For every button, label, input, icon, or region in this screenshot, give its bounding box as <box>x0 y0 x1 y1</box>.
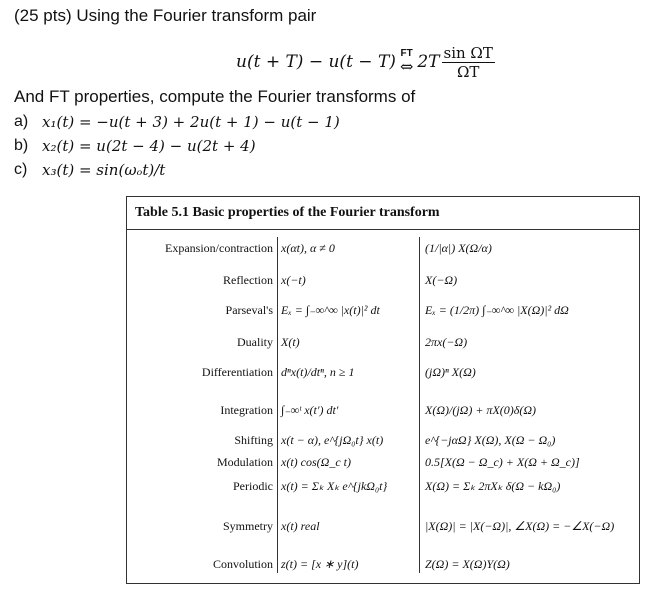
pair-numerator: sin ΩT <box>443 43 493 62</box>
frequency-domain: (1/|α|) X(Ω/α) <box>425 241 492 255</box>
time-domain: x(−t) <box>281 273 306 287</box>
frequency-domain: 2πx(−Ω) <box>425 335 468 349</box>
time-domain: x(t − α), e^{jΩ₀t} x(t) <box>281 433 384 447</box>
double-arrow-icon: ⇔ <box>399 57 414 76</box>
property-name: Modulation <box>217 455 273 469</box>
pair-lhs: u(t + T) − u(t − T) <box>236 52 396 72</box>
property-name: Periodic <box>233 479 273 493</box>
time-domain: x(αt), α ≠ 0 <box>281 241 335 255</box>
part-label: a) <box>14 113 29 130</box>
fourier-pair-equation <box>236 40 495 84</box>
part-c <box>14 158 340 182</box>
time-domain: Eₓ = ∫₋∞^∞ |x(t)|² dt <box>281 303 380 317</box>
frequency-domain: 0.5[X(Ω − Ω_c) + X(Ω + Ω_c)] <box>425 455 580 469</box>
time-domain: z(t) = [x ∗ y](t) <box>281 557 359 571</box>
property-name: Integration <box>220 403 273 417</box>
frequency-domain: X(Ω) = Σₖ 2πXₖ δ(Ω − kΩ₀) <box>425 479 561 493</box>
frequency-domain: X(−Ω) <box>425 273 458 287</box>
pair-fraction <box>442 44 495 81</box>
property-name: Shifting <box>234 433 273 447</box>
problem-header: (25 pts) Using the Fourier transform pair <box>14 6 317 25</box>
column-divider <box>277 237 278 573</box>
ft-arrow <box>400 49 413 75</box>
frequency-domain: |X(Ω)| = |X(−Ω)|, ∠X(Ω) = −∠X(−Ω) <box>425 519 615 533</box>
frequency-domain: Z(Ω) = X(Ω)Y(Ω) <box>425 557 510 571</box>
frequency-domain: e^{−jαΩ} X(Ω), X(Ω − Ω₀) <box>425 433 556 447</box>
part-label: c) <box>14 161 28 178</box>
frequency-domain: Eₓ = (1/2π) ∫₋∞^∞ |X(Ω)|² dΩ <box>425 303 569 317</box>
frequency-domain: X(Ω)/(jΩ) + πX(0)δ(Ω) <box>425 403 537 417</box>
property-name: Parseval's <box>225 303 273 317</box>
time-domain: x(t) = Σₖ Xₖ e^{jkΩ₀t} <box>281 479 388 493</box>
time-domain: ∫₋∞ᵗ x(t′) dt′ <box>281 403 339 417</box>
time-domain: dⁿx(t)/dtⁿ, n ≥ 1 <box>281 365 355 379</box>
property-name: Reflection <box>223 273 273 287</box>
part-a <box>14 110 340 134</box>
time-domain: X(t) <box>281 335 300 349</box>
instruction-text: And FT properties, compute the Fourier transforms of <box>14 87 416 106</box>
part-expression: x₂(t) = u(2t − 4) − u(2t + 4) <box>42 137 256 155</box>
problem-parts-list <box>14 110 340 182</box>
part-label: b) <box>14 137 29 154</box>
property-name: Expansion/contraction <box>165 241 273 255</box>
fourier-properties-table <box>126 196 640 584</box>
ft-arrow-label: FT <box>400 48 413 59</box>
part-b <box>14 134 340 158</box>
property-name: Differentiation <box>201 365 273 379</box>
property-name: Convolution <box>212 557 273 571</box>
part-expression: x₁(t) = −u(t + 3) + 2u(t + 1) − u(t − 1) <box>42 113 340 131</box>
time-domain: x(t) real <box>281 519 320 533</box>
table-title: Table 5.1 Basic properties of the Fourier transform <box>127 197 639 230</box>
property-name: Symmetry <box>223 519 273 533</box>
time-domain: x(t) cos(Ω_c t) <box>281 455 351 469</box>
pair-denominator: ΩT <box>456 62 480 81</box>
property-name: Duality <box>237 335 273 349</box>
part-expression: x₃(t) = sin(ωₒt)/t <box>42 161 166 179</box>
pair-coefficient: 2T <box>417 52 440 72</box>
frequency-domain: (jΩ)ⁿ X(Ω) <box>425 365 476 379</box>
column-divider <box>419 237 420 573</box>
